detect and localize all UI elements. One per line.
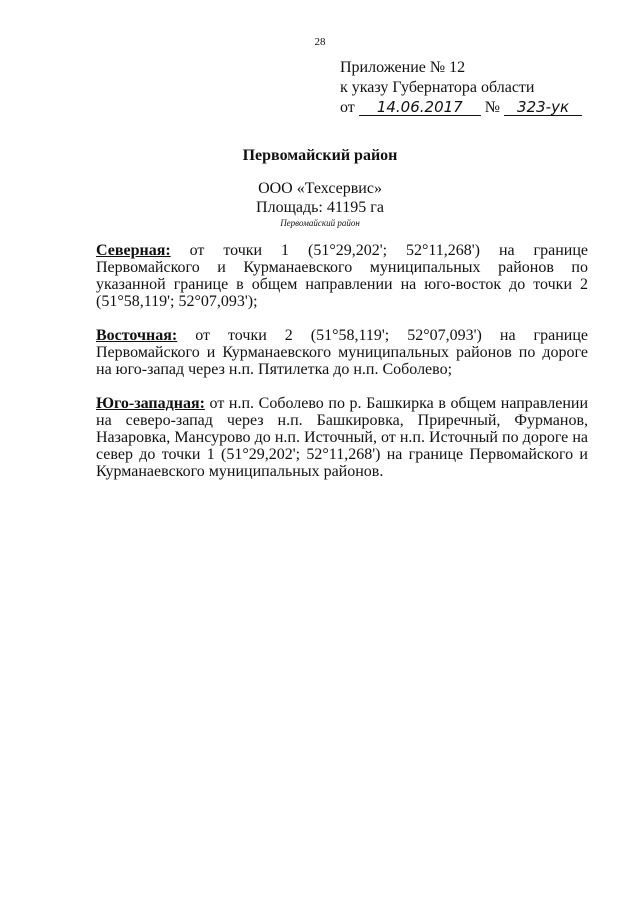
appendix-reference: к указу Губернатора области [340, 79, 535, 96]
section-east-text: от точки 2 (51°58,119'; 52°07,093') на границе Первомайского и Курманаевского муниципальных районов по дороге на юго-запад через н.п. Пятилетка до н.п. Соболево; [96, 327, 588, 378]
appendix-title: Приложение № 12 [340, 59, 466, 76]
section-north-text: от точки 1 (51°29,202'; 52°11,268') на границе Первомайского и Курманаевского муниципальных районов по указанной границе в общем направлении на юго-восток до точки 2 (51°58,119'; 52°07,093'); [96, 242, 588, 310]
appendix-header [340, 58, 582, 118]
organization-block [0, 179, 640, 229]
organization-area: Площадь: 41195 га [256, 199, 384, 216]
section-southwest-text: от н.п. Соболево по р. Башкирка в общем направлении на северо-запад через н.п. Башкировка, Приречный, Фурманов, Назаровка, Мансурово до н.п. Источный, от н.п. Источный по дороге на север до точки 1 (51°29,202'; 52°11,268') на границе Первомайского и Курманаевского муниципальных районов. [96, 395, 588, 480]
organization-name: ООО «Техсервис» [258, 180, 382, 197]
appendix-date-line [340, 98, 582, 118]
section-east-label: Восточная: [96, 327, 178, 344]
section-north [96, 242, 588, 310]
section-north-label: Северная: [96, 242, 171, 259]
section-southwest [96, 395, 588, 480]
district-title: Первомайский район [242, 147, 398, 164]
boundary-sections [96, 242, 588, 497]
section-east [96, 327, 588, 378]
date-prefix: от [340, 99, 355, 116]
number-prefix: № [484, 99, 501, 116]
handwritten-number: 323-ук [504, 99, 582, 116]
organization-note: Первомайский район [280, 218, 360, 228]
handwritten-date: 14.06.2017 [359, 99, 481, 116]
page-number: 28 [314, 36, 326, 48]
section-southwest-label: Юго-западная: [96, 395, 205, 412]
